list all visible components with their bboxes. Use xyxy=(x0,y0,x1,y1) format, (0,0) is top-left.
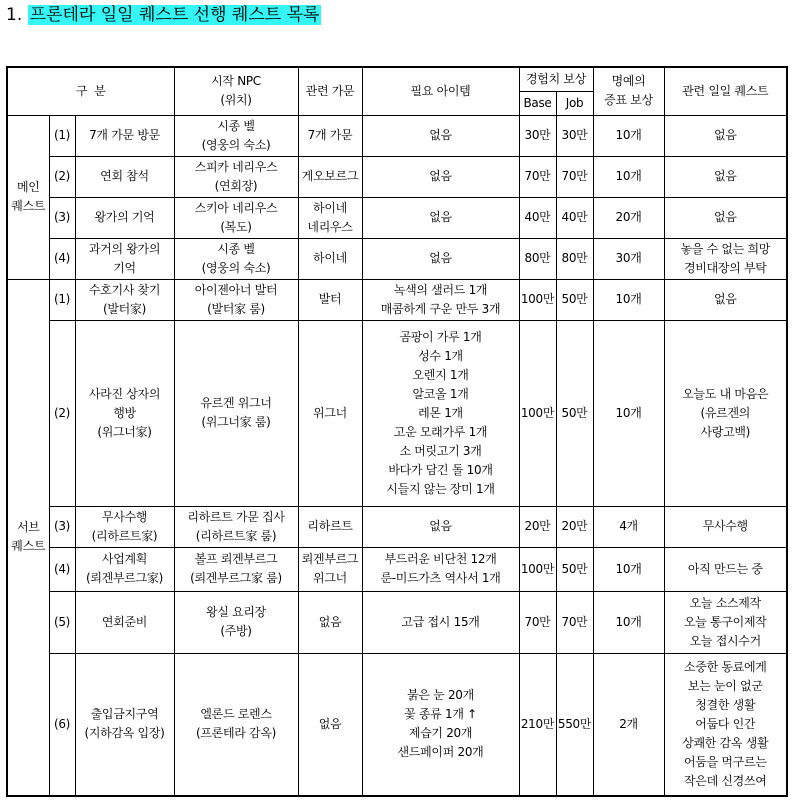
quest-number: (4) xyxy=(49,547,75,591)
quest-items-line: 바다가 담긴 돌 10개 xyxy=(388,462,493,477)
quest-npc-line: (복도) xyxy=(220,219,252,234)
quest-npc-line: (영웅의 숙소) xyxy=(201,260,271,275)
quest-base-exp: 40만 xyxy=(519,197,556,238)
table-row xyxy=(7,197,787,238)
table-row xyxy=(7,506,787,547)
quest-items-line: 룬-미드가츠 역사서 1개 xyxy=(380,571,501,585)
quest-items xyxy=(362,591,519,653)
header-base: Base xyxy=(519,91,556,115)
quest-npc xyxy=(174,238,298,279)
quest-daily-line: 작은데 신경쓰여 xyxy=(683,773,767,788)
quest-name-line: (위그너家) xyxy=(97,424,152,439)
header-items: 필요 아이템 xyxy=(362,67,519,115)
quest-family xyxy=(298,591,362,653)
table-row xyxy=(7,156,787,197)
quest-name-line: 과거의 왕가의 xyxy=(88,241,161,256)
quest-daily xyxy=(664,279,787,320)
quest-items-line: 붉은 눈 20개 xyxy=(407,688,474,703)
quest-npc xyxy=(174,653,298,796)
quest-items-line: 성수 1개 xyxy=(418,348,463,363)
quest-family xyxy=(298,320,362,506)
quest-base-exp: 30만 xyxy=(519,115,556,156)
quest-npc-line: 스키아 네리우스 xyxy=(194,200,278,215)
quest-items-line: 제습기 20개 xyxy=(408,726,473,741)
quest-number: (6) xyxy=(49,653,75,796)
quest-items xyxy=(362,547,519,591)
quest-number: (3) xyxy=(49,197,75,238)
quest-job-exp: 80만 xyxy=(556,238,593,279)
quest-name-line: 기억 xyxy=(113,260,136,275)
quest-family-line: 위그너 xyxy=(313,571,347,585)
quest-number: (2) xyxy=(49,320,75,506)
quest-number: (1) xyxy=(49,279,75,320)
quest-family xyxy=(298,197,362,238)
quest-number: (5) xyxy=(49,591,75,653)
quest-name-line: 무사수행 xyxy=(101,509,148,524)
quest-job-exp: 20만 xyxy=(556,506,593,547)
table-row xyxy=(7,320,787,506)
quest-family-line: 뢰겐부르그 xyxy=(301,552,359,566)
quest-daily-line: (유르겐의 xyxy=(700,405,751,420)
quest-npc-line: (영웅의 숙소) xyxy=(201,137,271,152)
quest-family xyxy=(298,238,362,279)
quest-name-line: (뢰겐부르그家) xyxy=(86,571,163,585)
quest-npc xyxy=(174,320,298,506)
group-main-quest-line: 메인 xyxy=(16,180,40,194)
quest-npc-line: 리하르트 가문 집사 xyxy=(187,509,285,524)
quest-family-line: 없음 xyxy=(318,614,342,629)
quest-name xyxy=(75,279,174,320)
quest-job-exp: 70만 xyxy=(556,591,593,653)
quest-daily xyxy=(664,238,787,279)
quest-npc-line: 왕실 요리장 xyxy=(206,605,266,619)
quest-name xyxy=(75,653,174,796)
quest-daily-line: 없음 xyxy=(713,210,737,224)
quest-name-line: (지하감옥 입장) xyxy=(84,726,165,741)
quest-base-exp: 100만 xyxy=(519,320,556,506)
quest-items-line: 매콤하게 구운 만두 3개 xyxy=(380,301,501,316)
quest-daily-line: 없음 xyxy=(713,169,737,183)
quest-items-line: 없음 xyxy=(429,251,452,265)
quest-daily xyxy=(664,506,787,547)
quest-daily-line: 소중한 동료에게 xyxy=(683,659,767,674)
quest-name-line: 수호기사 찾기 xyxy=(88,282,161,297)
quest-family xyxy=(298,653,362,796)
table-row xyxy=(7,653,787,796)
quest-honor: 10개 xyxy=(593,320,664,506)
quest-name-line: 출입금지구역 xyxy=(90,707,159,722)
quest-honor: 10개 xyxy=(593,591,664,653)
quest-family-line: 리하르트 xyxy=(307,519,353,533)
quest-family-line: 7개 가문 xyxy=(307,128,353,142)
quest-number: (4) xyxy=(49,238,75,279)
group-sub-quest xyxy=(7,279,49,796)
quest-npc xyxy=(174,506,298,547)
quest-daily-line: 사랑고백) xyxy=(700,424,751,439)
quest-honor: 30개 xyxy=(593,238,664,279)
quest-name-line: 사업계획 xyxy=(101,552,148,566)
quest-base-exp: 70만 xyxy=(519,156,556,197)
quest-daily xyxy=(664,156,787,197)
header-category: 구 분 xyxy=(7,67,174,115)
table-row xyxy=(7,591,787,653)
quest-job-exp: 70만 xyxy=(556,156,593,197)
quest-items-line: 없음 xyxy=(429,210,452,224)
quest-honor: 20개 xyxy=(593,197,664,238)
quest-base-exp: 100만 xyxy=(519,547,556,591)
quest-items-line: 꽃 종류 1개 ↑ xyxy=(404,707,477,722)
quest-items xyxy=(362,279,519,320)
group-sub-quest-line: 서브 xyxy=(16,520,40,535)
title-text: 프론테라 일일 퀘스트 선행 퀘스트 목록 xyxy=(29,5,320,25)
quest-daily-line: 오늘 접시수거 xyxy=(689,633,761,648)
quest-base-exp: 100만 xyxy=(519,279,556,320)
quest-family-line: 하이네 xyxy=(313,200,347,215)
quest-npc-line: (발터家 룸) xyxy=(207,301,265,316)
header-daily: 관련 일일 퀘스트 xyxy=(664,67,787,115)
quest-items-line: 고급 접시 15개 xyxy=(401,614,480,629)
group-main-quest-line: 퀘스트 xyxy=(11,199,46,213)
quest-daily-line: 청결한 생활 xyxy=(695,697,756,712)
quest-daily xyxy=(664,591,787,653)
quest-family-line: 없음 xyxy=(318,716,342,731)
quest-name xyxy=(75,320,174,506)
quest-items-line: 레몬 1개 xyxy=(418,405,463,420)
quest-name xyxy=(75,547,174,591)
quest-npc xyxy=(174,197,298,238)
quest-daily-line: 없음 xyxy=(713,292,737,306)
quest-name-line: 왕가의 기억 xyxy=(94,210,155,224)
quest-npc-line: 스피카 네리우스 xyxy=(194,159,278,174)
quest-table xyxy=(6,66,788,797)
quest-name xyxy=(75,238,174,279)
quest-family xyxy=(298,506,362,547)
quest-job-exp: 550만 xyxy=(556,653,593,796)
quest-family-line: 네리우스 xyxy=(307,219,353,234)
quest-npc xyxy=(174,591,298,653)
header-family: 관련 가문 xyxy=(298,67,362,115)
quest-daily-line: 무사수행 xyxy=(702,519,748,533)
quest-daily-line: 상쾌한 감옥 생활 xyxy=(682,735,769,750)
quest-npc-line: 볼프 뢰겐부르그 xyxy=(194,552,278,566)
quest-honor: 2개 xyxy=(593,653,664,796)
group-main-quest xyxy=(7,115,49,279)
quest-name xyxy=(75,591,174,653)
quest-npc-line: 시종 벨 xyxy=(217,241,255,256)
quest-items-line: 부드러운 비단천 12개 xyxy=(384,552,497,566)
header-job: Job xyxy=(556,91,593,115)
quest-npc-line: (연회장) xyxy=(214,178,258,193)
quest-name xyxy=(75,115,174,156)
quest-daily-line: 오늘도 내 마음은 xyxy=(682,386,769,401)
quest-daily-line: 오늘 소스제작 xyxy=(689,595,761,610)
quest-daily xyxy=(664,320,787,506)
quest-honor: 10개 xyxy=(593,156,664,197)
quest-npc-line: (프론테라 감옥) xyxy=(195,726,277,741)
quest-name-line: 7개 가문 방문 xyxy=(89,128,160,142)
quest-job-exp: 50만 xyxy=(556,547,593,591)
title-number: 1. xyxy=(6,5,23,25)
quest-npc-line: (뢰겐부르그家 룸) xyxy=(190,571,282,585)
quest-items-line: 곰팡이 가루 1개 xyxy=(399,329,482,344)
quest-daily xyxy=(664,653,787,796)
quest-npc-line: (리하르트家 룸) xyxy=(195,528,277,543)
quest-npc xyxy=(174,279,298,320)
table-row xyxy=(7,547,787,591)
quest-family xyxy=(298,115,362,156)
quest-items-line: 없음 xyxy=(429,128,452,142)
quest-name xyxy=(75,506,174,547)
quest-items-line: 없음 xyxy=(429,169,452,183)
quest-family xyxy=(298,279,362,320)
quest-items-line: 소 머릿고기 3개 xyxy=(399,443,482,458)
quest-daily-line: 아직 만드는 중 xyxy=(687,561,763,576)
quest-npc-line: (주방) xyxy=(220,624,252,638)
quest-job-exp: 50만 xyxy=(556,320,593,506)
quest-honor: 10개 xyxy=(593,115,664,156)
quest-family-line: 게오보르그 xyxy=(301,169,359,183)
quest-npc-line: 시종 벨 xyxy=(217,118,255,133)
quest-job-exp: 30만 xyxy=(556,115,593,156)
quest-name-line: (발터家) xyxy=(102,301,147,316)
quest-items-line: 샌드페이퍼 20개 xyxy=(397,745,484,760)
quest-daily-line: 경비대장의 부탁 xyxy=(683,260,767,275)
quest-base-exp: 210만 xyxy=(519,653,556,796)
group-sub-quest-line: 퀘스트 xyxy=(11,539,46,554)
quest-items xyxy=(362,653,519,796)
quest-name-line: (리하르트家) xyxy=(91,528,158,543)
quest-job-exp: 40만 xyxy=(556,197,593,238)
quest-items-line: 녹색의 샐러드 1개 xyxy=(393,282,488,297)
quest-name-line: 연회 참석 xyxy=(100,169,149,183)
quest-name xyxy=(75,156,174,197)
quest-npc-line: 아이젠아너 발터 xyxy=(194,282,278,297)
quest-items-line: 없음 xyxy=(429,519,452,533)
quest-daily-line: 어둡다 인간 xyxy=(695,716,756,731)
quest-job-exp: 50만 xyxy=(556,279,593,320)
quest-daily-line: 오늘 통구이제작 xyxy=(683,614,767,629)
quest-number: (1) xyxy=(49,115,75,156)
quest-items-line: 알코올 1개 xyxy=(412,386,469,401)
quest-daily-line: 보는 눈이 없군 xyxy=(687,678,763,693)
quest-number: (2) xyxy=(49,156,75,197)
quest-family-line: 발터 xyxy=(318,292,342,306)
quest-family xyxy=(298,547,362,591)
quest-items-line: 고운 모래가루 1개 xyxy=(393,424,488,439)
quest-npc xyxy=(174,547,298,591)
quest-items xyxy=(362,115,519,156)
header-npc: 시작 NPC (위치) xyxy=(174,67,298,115)
quest-items xyxy=(362,156,519,197)
quest-family xyxy=(298,156,362,197)
quest-items xyxy=(362,197,519,238)
quest-family-line: 하이네 xyxy=(313,251,347,265)
quest-name-line: 연회준비 xyxy=(101,614,148,629)
quest-daily-line: 없음 xyxy=(713,128,737,142)
quest-npc xyxy=(174,156,298,197)
quest-base-exp: 70만 xyxy=(519,591,556,653)
quest-npc-line: 유르겐 위그너 xyxy=(200,396,272,410)
quest-daily xyxy=(664,547,787,591)
table-row xyxy=(7,115,787,156)
quest-family-line: 위그너 xyxy=(313,405,347,420)
quest-name-line: 행방 xyxy=(113,405,136,420)
header-exp: 경험치 보상 xyxy=(519,67,593,91)
quest-daily xyxy=(664,197,787,238)
table-row xyxy=(7,279,787,320)
quest-name-line: 사라진 상자의 xyxy=(88,386,161,401)
quest-number: (3) xyxy=(49,506,75,547)
quest-npc xyxy=(174,115,298,156)
quest-base-exp: 20만 xyxy=(519,506,556,547)
quest-items-line: 시들지 않는 장미 1개 xyxy=(386,481,495,496)
quest-daily-line: 놓을 수 없는 희망 xyxy=(680,241,771,256)
quest-npc-line: (위그너家 룸) xyxy=(201,415,271,429)
quest-items xyxy=(362,320,519,506)
quest-honor: 10개 xyxy=(593,547,664,591)
quest-name xyxy=(75,197,174,238)
header-honor: 명예의 증표 보상 xyxy=(593,67,664,115)
quest-npc-line: 엘론드 로렌스 xyxy=(200,707,272,722)
quest-items-line: 오렌지 1개 xyxy=(412,367,469,382)
quest-honor: 4개 xyxy=(593,506,664,547)
quest-items xyxy=(362,506,519,547)
quest-items xyxy=(362,238,519,279)
quest-daily-line: 어둠을 먹구르는 xyxy=(683,754,767,769)
quest-daily xyxy=(664,115,787,156)
page-title xyxy=(6,4,321,26)
quest-honor: 10개 xyxy=(593,279,664,320)
quest-base-exp: 80만 xyxy=(519,238,556,279)
table-row xyxy=(7,238,787,279)
